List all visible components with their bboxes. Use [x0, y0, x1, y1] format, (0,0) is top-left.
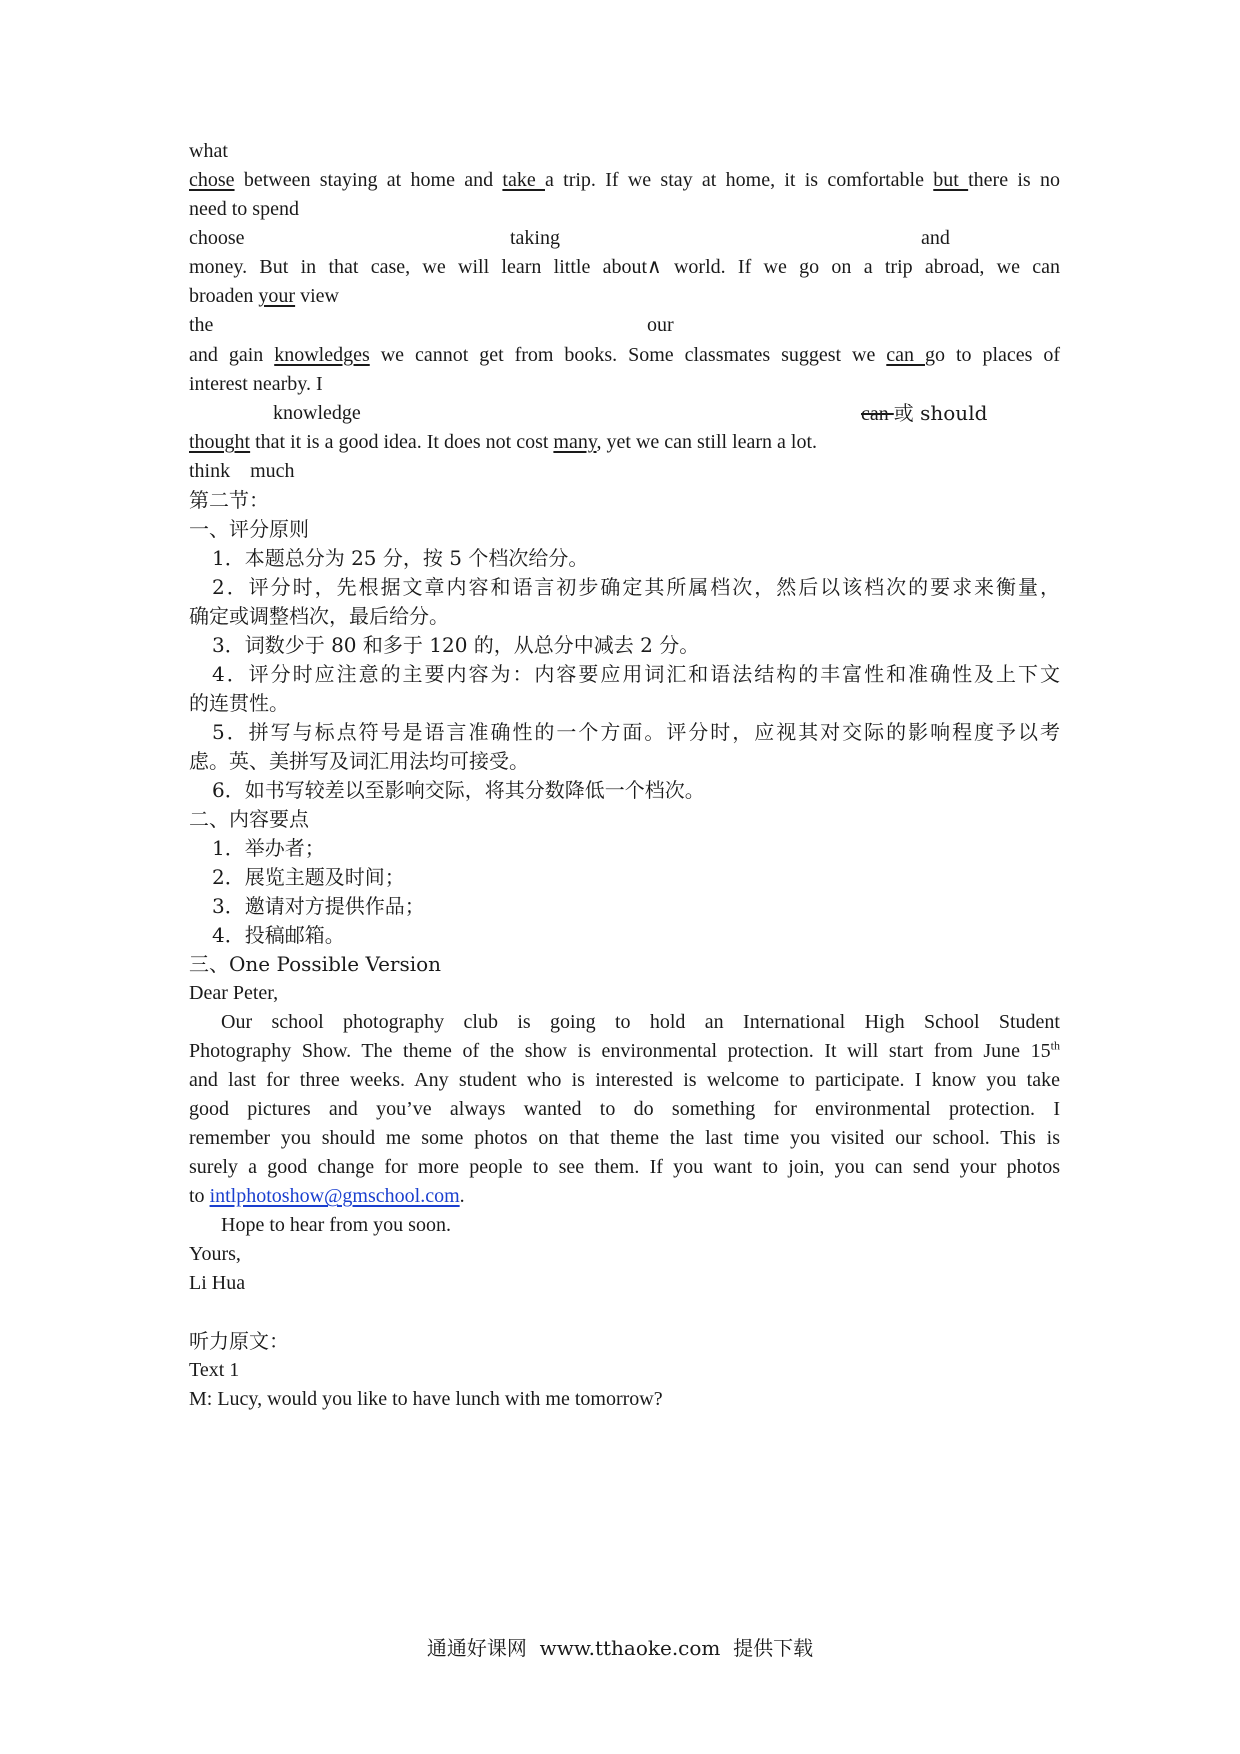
correction-note: choose — [189, 227, 245, 249]
correction-note: our — [647, 314, 674, 336]
text-run: a trip. If we stay at home, it is comfortable — [545, 169, 934, 191]
letter-line — [189, 1039, 1060, 1063]
correction-note — [861, 401, 987, 426]
marked-word: but — [933, 169, 969, 191]
correction-line: money. But in that case, we will learn little about∧ world. If we go on a trip abroad, we can — [189, 256, 1060, 278]
correction-line — [189, 430, 817, 454]
struck-word: can — [861, 403, 894, 425]
principle-item: 4．评分时应注意的主要内容为：内容要应用词汇和语法结构的丰富性和准确性及上下文 — [212, 662, 1060, 686]
letter-closing: Hope to hear from you soon. — [221, 1214, 451, 1236]
content-point: 1．举办者； — [212, 836, 325, 860]
text-run: to — [189, 1185, 210, 1207]
listening-text-label: Text 1 — [189, 1359, 240, 1381]
page-footer: 通通好课网 www.tthaoke.com 提供下载 — [426, 1636, 814, 1660]
content-point: 2．展览主题及时间； — [212, 865, 405, 889]
marked-word: many — [553, 431, 597, 453]
principle-item: 确定或调整档次，最后给分。 — [189, 604, 449, 628]
letter-line: surely a good change for more people to see them. If you want to join, you can send your photos — [189, 1156, 1060, 1178]
text-run: that it is a good idea. It does not cost — [250, 431, 554, 453]
marked-word: thought — [189, 431, 251, 453]
text-run: we cannot get from books. Some classmates suggest we — [369, 344, 887, 366]
version-title: 三、One Possible Version — [189, 952, 442, 976]
correction-line — [189, 343, 1060, 367]
letter-line: good pictures and you’ve always wanted to do something for environmental protection. I — [189, 1098, 1060, 1120]
principle-item: 2．评分时，先根据文章内容和语言初步确定其所属档次，然后以该档次的要求来衡量， — [212, 575, 1060, 599]
letter-salutation: Dear Peter, — [189, 982, 279, 1004]
letter-line — [189, 1184, 465, 1208]
correction-note: think much — [189, 460, 295, 482]
marked-word: take — [502, 169, 545, 191]
letter-line: and last for three weeks. Any student who is interested is welcome to participate. I know you take — [189, 1069, 1060, 1091]
correction-note: and — [921, 227, 950, 249]
content-point: 4．投稿邮箱。 — [212, 923, 345, 947]
points-title: 二、内容要点 — [189, 807, 309, 831]
text-run: and gain — [189, 344, 275, 366]
correction-note: what — [189, 140, 228, 162]
text-run: 或 should — [893, 401, 988, 425]
correction-note: taking — [510, 227, 560, 249]
principle-item: 3．词数少于 80 和多于 120 的，从总分中减去 2 分。 — [212, 633, 700, 657]
principle-item: 1．本题总分为 25 分，按 5 个档次给分。 — [212, 546, 589, 570]
marked-word: can — [886, 344, 925, 366]
text-run: broaden — [189, 285, 259, 307]
correction-line: interest nearby. I — [189, 373, 323, 395]
principle-item: 5．拼写与标点符号是语言准确性的一个方面。评分时，应视其对交际的影响程度予以考 — [212, 720, 1060, 744]
principle-item: 虑。英、美拼写及词汇用法均可接受。 — [189, 749, 529, 773]
letter-line: Our school photography club is going to hold an International High School Student — [221, 1011, 1060, 1033]
section-heading: 第二节： — [189, 488, 269, 512]
principle-item: 6．如书写较差以至影响交际，将其分数降低一个档次。 — [212, 778, 705, 802]
text-run: . — [459, 1185, 465, 1207]
marked-word: knowledges — [274, 344, 370, 366]
listening-line: M: Lucy, would you like to have lunch with me tomorrow? — [189, 1388, 663, 1410]
email-link[interactable]: intlphotoshow@gmschool.com — [209, 1185, 460, 1207]
text-run: view — [295, 285, 339, 307]
superscript: th — [1050, 1038, 1060, 1053]
marked-word: your — [258, 285, 296, 307]
principle-item: 的连贯性。 — [189, 691, 289, 715]
letter-signoff: Yours, — [189, 1243, 241, 1265]
correction-note: knowledge — [273, 402, 361, 424]
correction-line — [189, 284, 339, 308]
principles-title: 一、评分原则 — [189, 517, 309, 541]
letter-line: remember you should me some photos on that theme the last time you visited our school. This is — [189, 1127, 1060, 1149]
text-run: Photography Show. The theme of the show is environmental protection. It will start from June 15 — [189, 1040, 1051, 1062]
listening-title: 听力原文： — [189, 1329, 289, 1353]
correction-note: the — [189, 314, 214, 336]
letter-signature: Li Hua — [189, 1272, 246, 1294]
text-run: there is no — [968, 169, 1061, 191]
marked-word: chose — [189, 169, 235, 191]
text-run: go to places of — [925, 344, 1061, 366]
correction-line: need to spend — [189, 198, 299, 220]
text-run: between staying at home and — [234, 169, 503, 191]
text-run: , yet we can still learn a lot. — [596, 431, 818, 453]
content-point: 3．邀请对方提供作品； — [212, 894, 425, 918]
correction-line — [189, 168, 1060, 192]
